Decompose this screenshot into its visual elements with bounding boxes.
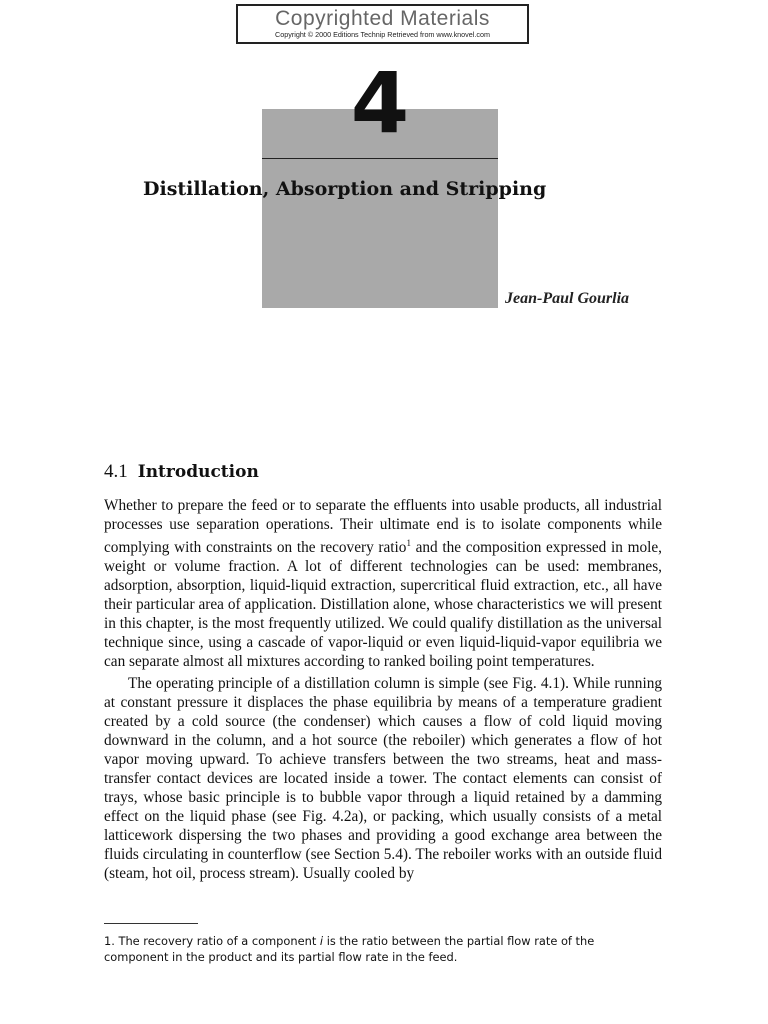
copyright-banner xyxy=(236,4,529,44)
paragraph-1-text-b: and the composition expressed in mole, weight or volume fraction. A lot of different technologies can be used: membranes, adsorption, absorption, liquid-liquid extraction, supercritical fluid extraction, etc., all have their particular area of application. Distillation alone, whose characteristics we will present in this chapter, is the most frequently utilized. We could qualify distillation as the universal technique since, using a cascade of vapor-liquid or even liquid-liquid-vapor equilibria we can separate almost all mixtures according to ranked boiling point temperatures. xyxy=(104,539,662,671)
paragraph-2: The operating principle of a distillation column is simple (see Fig. 4.1). While running at constant pressure it displaces the phase equilibria by means of a temperature gradient created by a cold source (the condenser) which causes a flow of cold liquid moving downward in the column, and a hot source (the reboiler) which generates a flow of hot vapor moving upward. To achieve transfers between the two streams, heat and mass-transfer contact devices are located inside a tower. The contact elements can consist of trays, whose basic principle is to bubble vapor through a liquid retained by a damming effect on the liquid phase (see Fig. 4.2a), or packing, which usually consists of a metal latticework dispersing the two phases and providing a good exchange area between the fluids circulating in counterflow (see Section 5.4). The reboiler works with an outside fluid (steam, hot oil, process stream). Usually cooled by xyxy=(104,675,662,883)
paragraph-1 xyxy=(104,496,662,671)
section-title: Introduction xyxy=(137,462,259,482)
footnote-italic-var: i xyxy=(319,934,324,948)
footnote-text-a: The recovery ratio of a component xyxy=(118,934,320,948)
chapter-number: 4 xyxy=(350,54,410,152)
footnote-marker: 1. xyxy=(104,934,115,948)
footnote-reference: 1 xyxy=(406,538,411,548)
footnote xyxy=(104,933,662,965)
section-heading xyxy=(104,460,259,484)
footnote-rule xyxy=(104,923,198,924)
chapter-title: Distillation, Absorption and Stripping xyxy=(143,178,547,200)
chapter-rule xyxy=(262,158,498,159)
banner-subtitle: Copyright © 2000 Editions Technip Retrieved from www.knovel.com xyxy=(275,30,490,39)
chapter-author: Jean-Paul Gourlia xyxy=(505,290,630,307)
body-text xyxy=(104,496,662,883)
banner-title: Copyrighted Materials xyxy=(275,7,490,30)
section-number: 4.1 xyxy=(104,461,128,482)
paragraph-1-text-a: Whether to prepare the feed or to separate the effluents into usable products, all industrial processes use separation operations. Their ultimate end is to isolate components while complying with constraints on the recovery ratio xyxy=(104,497,662,557)
footnote-text-b: is the ratio between the partial flow rate of the component in the product and its partial flow rate in the feed. xyxy=(104,934,595,964)
